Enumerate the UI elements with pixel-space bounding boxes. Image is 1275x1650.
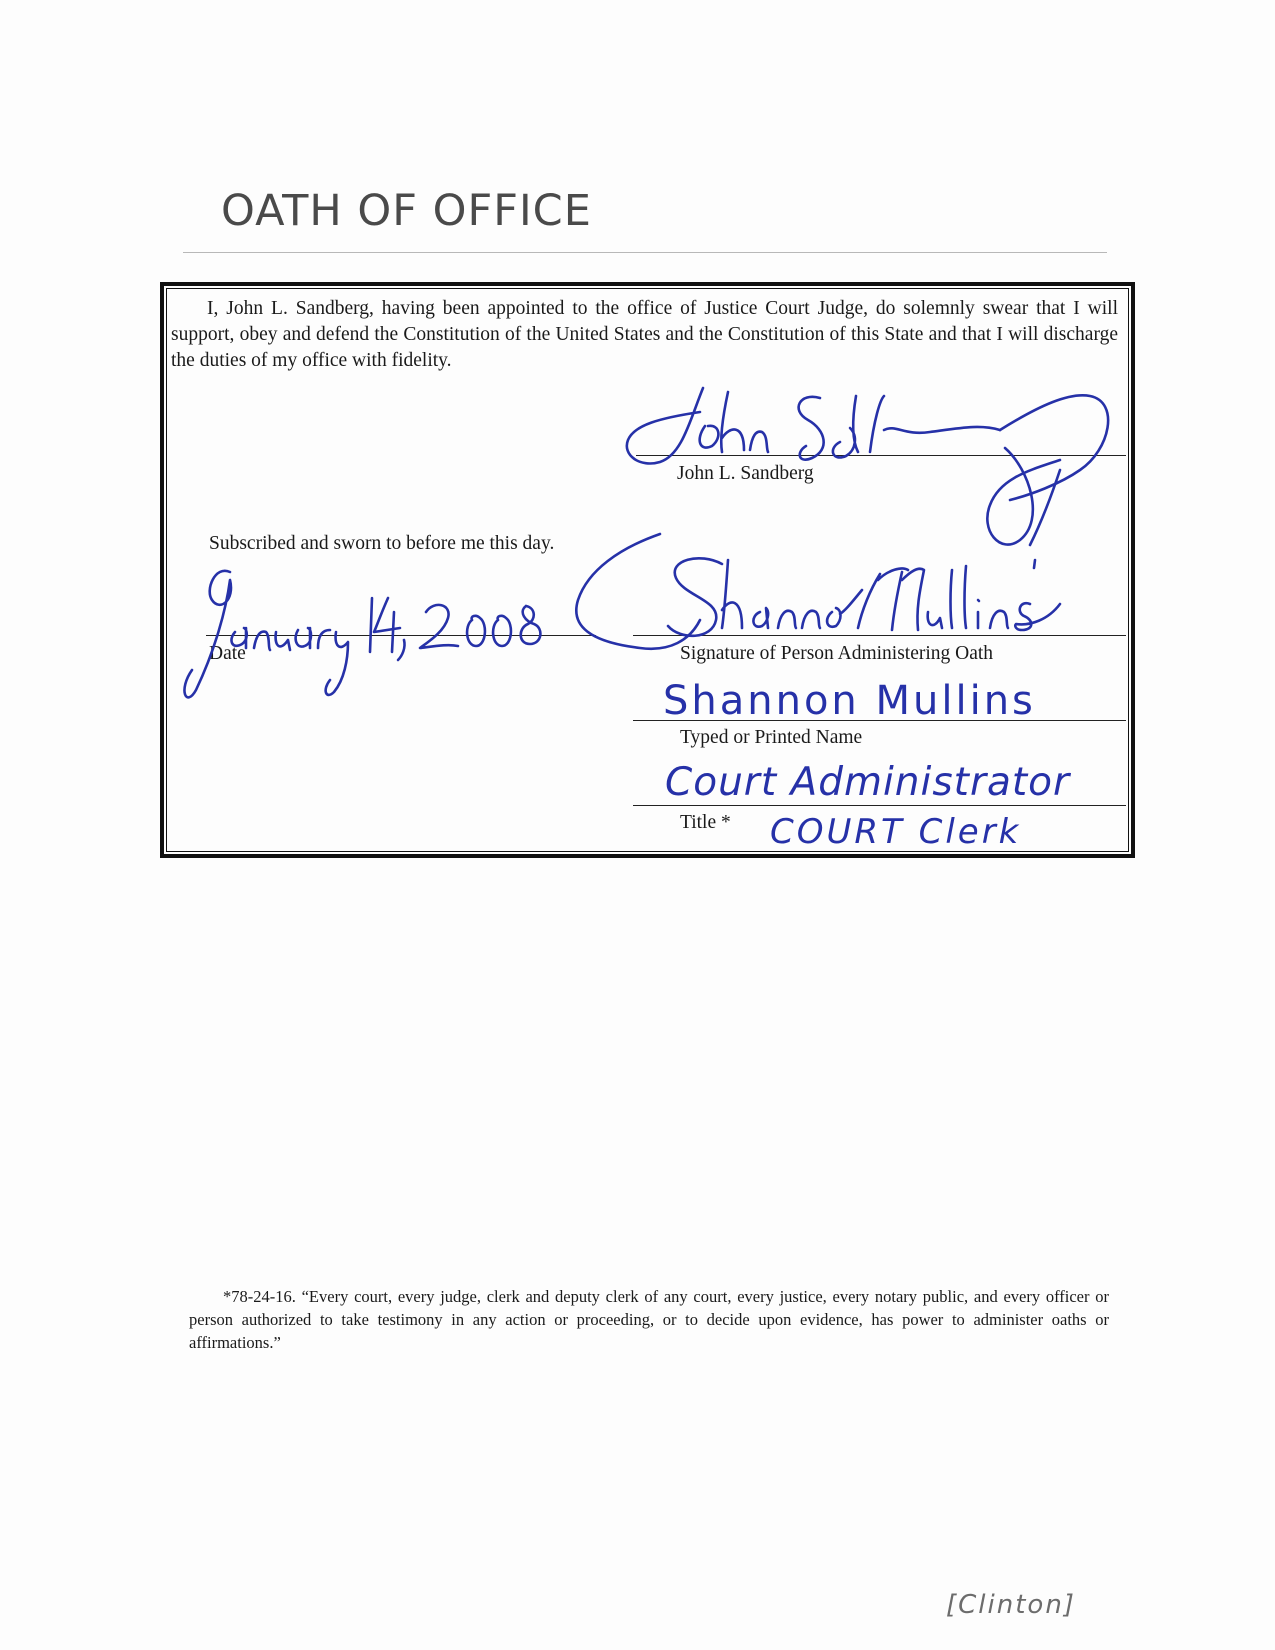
footnote-text: *78-24-16. “Every court, every judge, clerk and deputy clerk of any court, every justice, every notary public, and every officer or person authorized to take testimony in any action or proceeding, or to decide upon evidence, has power to administer oaths or affirmations.” (189, 1287, 1109, 1352)
oath-taker-signature-line (636, 455, 1126, 456)
subscribed-statement: Subscribed and sworn to before me this day. (209, 533, 555, 554)
administrator-signature-label: Signature of Person Administering Oath (680, 643, 994, 664)
title-line (633, 805, 1126, 806)
oath-statement (171, 296, 1118, 374)
title-label: Title * (680, 812, 731, 833)
oath-statement-text: I, John L. Sandberg, having been appointed to the office of Justice Court Judge, do solemnly swear that I will support, obey and defend the Constitution of the United States and the Constitution of this State and that I will discharge the duties of my office with fidelity. (171, 298, 1118, 371)
margin-pencil-note: [Clinton] (946, 1590, 1076, 1620)
document-title: OATH OF OFFICE (221, 186, 592, 236)
date-line (206, 635, 596, 636)
date-label: Date (209, 643, 246, 664)
title-handwriting: Court Administrator (665, 760, 1071, 805)
printed-name-handwriting: Shannon Mullins (663, 678, 1036, 724)
footnote (189, 1285, 1109, 1354)
printed-name-label: Typed or Printed Name (680, 727, 863, 748)
title-correction-handwriting: COURT Clerk (770, 812, 1022, 852)
oath-taker-name: John L. Sandberg (677, 463, 814, 484)
administrator-signature-line (633, 635, 1126, 636)
title-divider (183, 252, 1107, 253)
